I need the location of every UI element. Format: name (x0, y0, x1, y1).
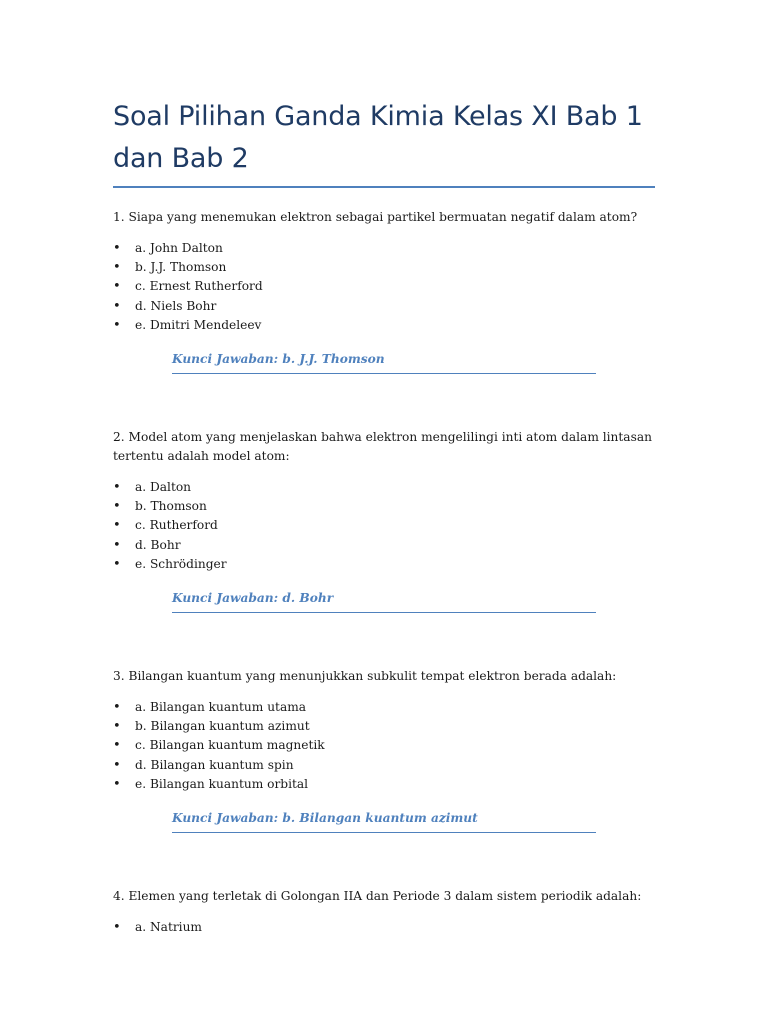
bullet-icon: • (113, 920, 121, 936)
bullet-icon: • (113, 499, 121, 515)
answer-key (172, 807, 596, 833)
answer-key-text: Kunci Jawaban: b. J.J. Thomson (172, 352, 385, 367)
bullet-icon: • (113, 757, 121, 773)
option-item (113, 536, 655, 555)
option-item (113, 516, 655, 535)
bullet-icon: • (113, 776, 121, 792)
option-label: b. J.J. Thomson (135, 260, 227, 275)
option-label: e. Bilangan kuantum orbital (135, 776, 309, 791)
option-label: e. Dmitri Mendeleev (135, 317, 262, 332)
question-text: 2. Model atom yang menjelaskan bahwa elektron mengelilingi inti atom dalam lintasan tertentu adalah model atom: (113, 430, 652, 464)
bullet-icon: • (113, 260, 121, 276)
question-1 (113, 208, 655, 374)
question-4 (113, 887, 655, 937)
bullet-icon: • (113, 738, 121, 754)
question-2 (113, 428, 655, 613)
option-item (113, 555, 655, 574)
bullet-icon: • (113, 556, 121, 572)
option-item (113, 239, 655, 258)
bullet-icon: • (113, 537, 121, 553)
bullet-icon: • (113, 298, 121, 314)
option-item (113, 698, 655, 717)
option-label: a. Natrium (135, 920, 202, 935)
bullet-icon: • (113, 317, 121, 333)
bullet-icon: • (113, 700, 121, 716)
option-label: b. Thomson (135, 499, 207, 514)
option-item (113, 258, 655, 277)
option-label: c. Rutherford (135, 518, 218, 533)
option-item (113, 756, 655, 775)
document-page (113, 96, 655, 937)
options-list (113, 239, 655, 335)
bullet-icon: • (113, 719, 121, 735)
option-item (113, 736, 655, 755)
option-label: e. Schrödinger (135, 556, 227, 571)
question-text: 3. Bilangan kuantum yang menunjukkan subkulit tempat elektron berada adalah: (113, 669, 617, 684)
options-list (113, 478, 655, 574)
bullet-icon: • (113, 480, 121, 496)
answer-key-text: Kunci Jawaban: b. Bilangan kuantum azimut (172, 811, 478, 826)
option-item (113, 297, 655, 316)
option-label: a. Dalton (135, 480, 192, 495)
answer-key (172, 348, 596, 374)
option-label: c. Ernest Rutherford (135, 279, 263, 294)
option-label: a. Bilangan kuantum utama (135, 700, 307, 715)
question-3 (113, 667, 655, 833)
option-item (113, 316, 655, 335)
option-label: a. John Dalton (135, 241, 223, 255)
answer-key (172, 587, 596, 613)
option-item (113, 717, 655, 736)
option-label: b. Bilangan kuantum azimut (135, 719, 310, 734)
option-item (113, 277, 655, 296)
options-list (113, 918, 655, 937)
option-label: d. Bohr (135, 537, 181, 552)
question-text: 4. Elemen yang terletak di Golongan IIA dan Periode 3 dalam sistem periodik adalah: (113, 889, 642, 904)
document-title: Soal Pilihan Ganda Kimia Kelas XI Bab 1 dan Bab 2 (113, 96, 655, 188)
question-text: 1. Siapa yang menemukan elektron sebagai partikel bermuatan negatif dalam atom? (113, 210, 638, 224)
options-list (113, 698, 655, 794)
option-item (113, 497, 655, 516)
bullet-icon: • (113, 279, 121, 295)
answer-key-text: Kunci Jawaban: d. Bohr (172, 591, 334, 606)
option-label: d. Bilangan kuantum spin (135, 757, 294, 772)
bullet-icon: • (113, 241, 121, 256)
option-item (113, 775, 655, 794)
bullet-icon: • (113, 518, 121, 534)
option-label: d. Niels Bohr (135, 298, 217, 313)
option-label: c. Bilangan kuantum magnetik (135, 738, 325, 753)
option-item (113, 478, 655, 497)
option-item (113, 918, 655, 937)
